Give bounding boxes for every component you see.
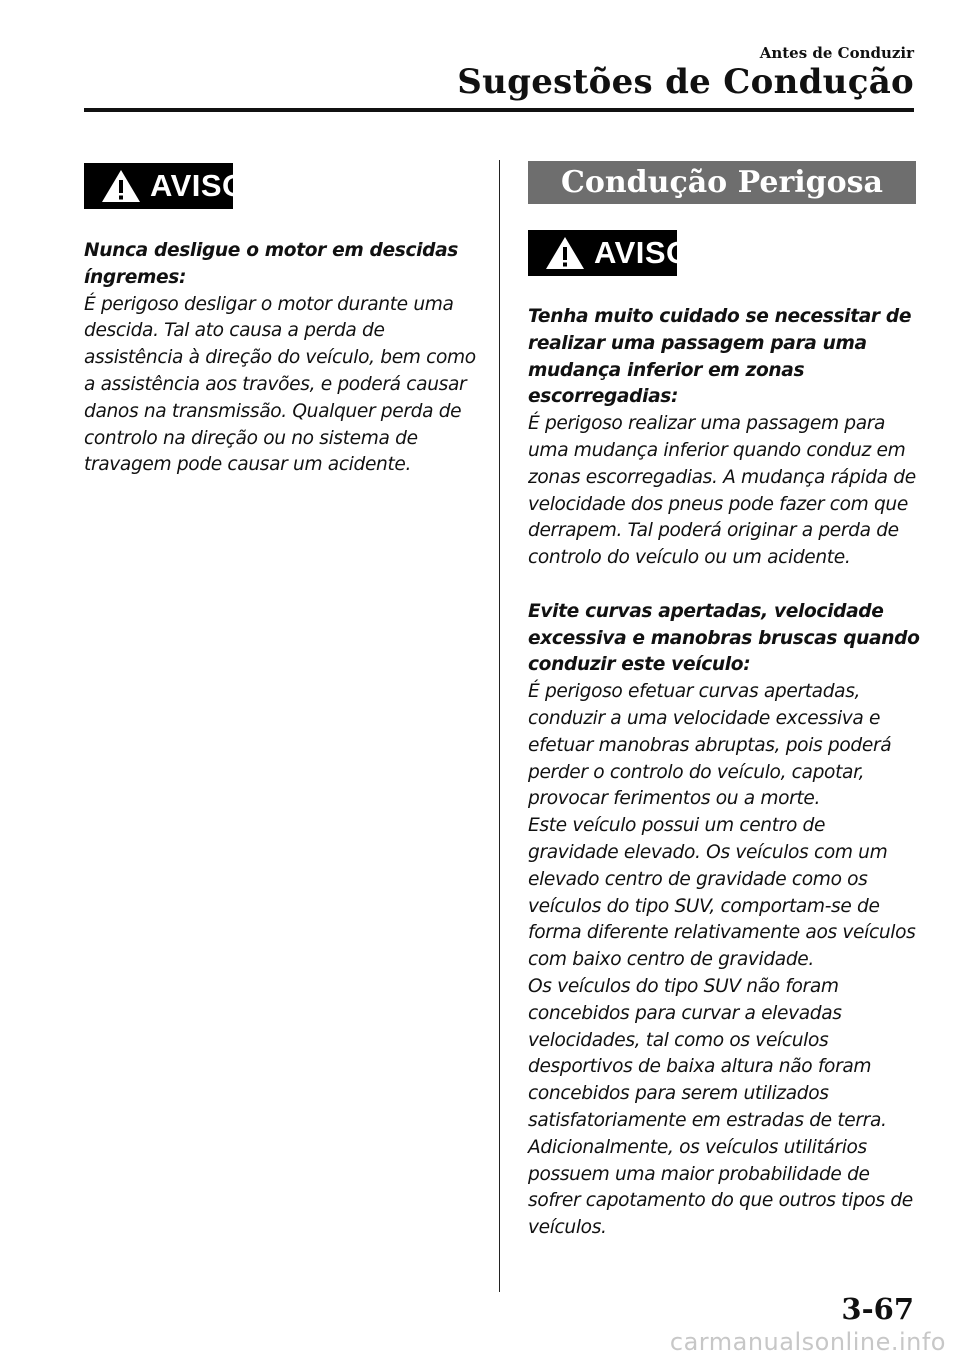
warning-heading-turns: Evite curvas apertadas, velocidade excessiva e manobras bruscas quando conduzir este veículo: bbox=[528, 600, 920, 676]
left-warning-text bbox=[84, 238, 489, 479]
warning-body-gravity: Este veículo possui um centro de gravidade elevado. Os veículos com um elevado centro de gravidade como os veículos do tipo SUV, comportam-se de forma diferente relativamente aos veículos com baixo centro de gravidade. bbox=[528, 815, 916, 971]
warning-badge-right bbox=[528, 230, 691, 276]
warning-body-downshift: É perigoso realizar uma passagem para uma mudança inferior quando conduz em zonas escorregadias. A mudança rápida de velocidade dos pneus pode fazer com que derrapem. Tal poderá originar a perda de controlo do veículo ou um acidente. bbox=[528, 413, 916, 569]
column-divider bbox=[499, 160, 500, 1292]
warning-triangle-icon bbox=[544, 235, 586, 271]
section-title-banner: Condução Perigosa bbox=[528, 161, 916, 204]
right-warning-text bbox=[528, 304, 920, 1242]
warning-heading-downshift: Tenha muito cuidado se necessitar de realizar uma passagem para uma mudança inferior em zonas escorregadias: bbox=[528, 306, 912, 408]
warning-body: É perigoso desligar o motor durante uma descida. Tal ato causa a perda de assistência à direção do veículo, bem como a assistência aos travões, e poderá causar danos na transmissão. Qualquer perda de controlo na direção ou no sistema de travagem pode causar um acidente. bbox=[84, 293, 476, 476]
warning-label: AVISO bbox=[594, 235, 691, 270]
watermark: carmanualsonline.info bbox=[669, 1328, 946, 1356]
warning-body-turns: É perigoso efetuar curvas apertadas, conduzir a uma velocidade excessiva e efetuar manobras abruptas, pois poderá perder o controlo do veículo, capotar, provocar ferimentos ou a morte. bbox=[528, 681, 892, 810]
page-number: 3-67 bbox=[841, 1292, 914, 1326]
warning-heading: Nunca desligue o motor em descidas íngremes: bbox=[84, 240, 459, 288]
warning-label: AVISO bbox=[150, 168, 247, 203]
page-title: Sugestões de Condução bbox=[457, 62, 914, 102]
warning-badge-left bbox=[84, 163, 247, 209]
header-rule bbox=[84, 108, 914, 112]
chapter-label: Antes de Conduzir bbox=[759, 44, 914, 62]
warning-body-suv: Os veículos do tipo SUV não foram concebidos para curvar a elevadas velocidades, tal como os veículos desportivos de baixa altura não foram concebidos para serem utilizados satisfatoriamente em estradas de terra. Adicionalmente, os veículos utilitários possuem uma maior probabilidade de sofrer capotamento do que outros tipos de veículos. bbox=[528, 975, 913, 1239]
warning-triangle-icon bbox=[100, 168, 142, 204]
